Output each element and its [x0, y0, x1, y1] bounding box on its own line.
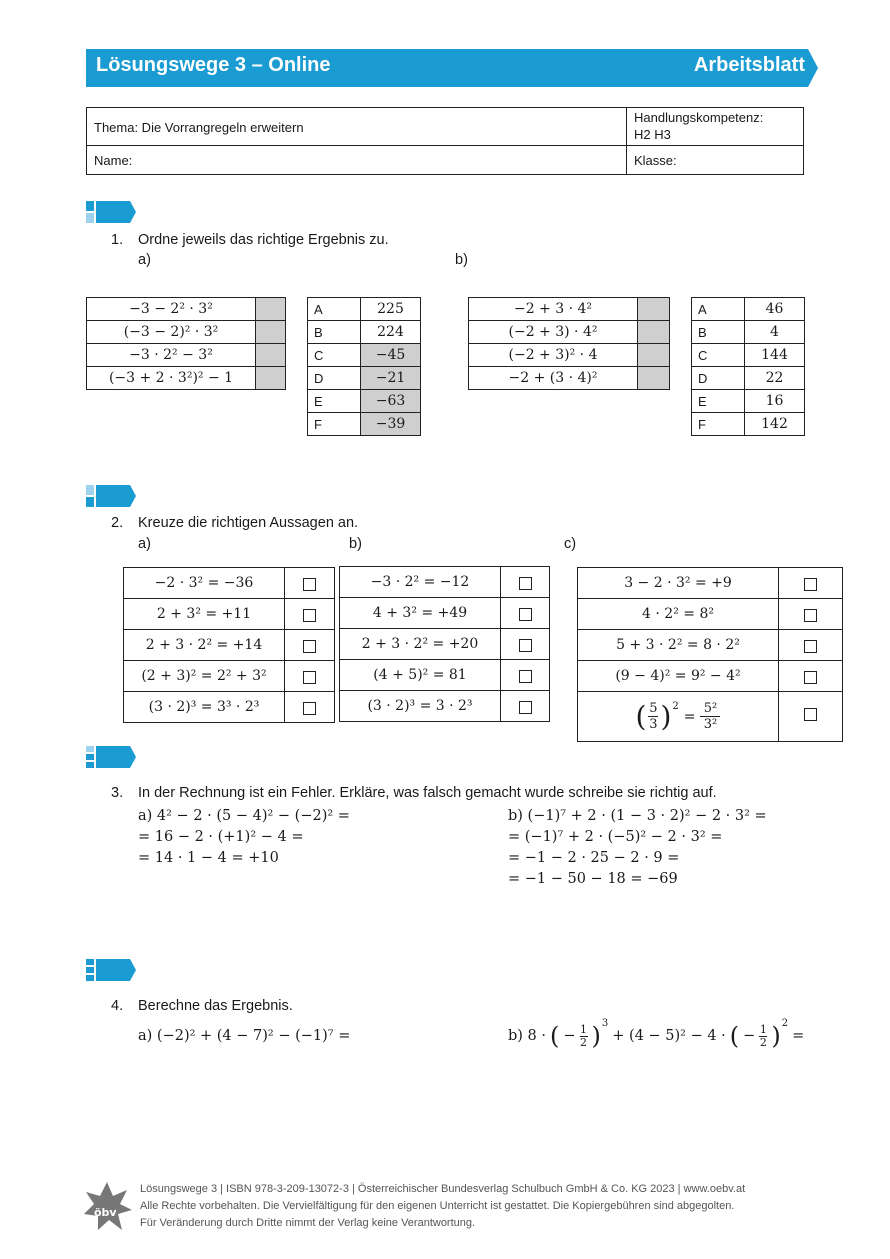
statement-cell: (2 + 3)² = 2² + 3²	[124, 661, 285, 692]
statement-cell: 2 + 3² = +11	[124, 599, 285, 630]
term-cell: −3 · 2² − 3²	[87, 344, 256, 367]
frac-den: 3	[649, 717, 658, 732]
answer-slot[interactable]	[256, 344, 286, 367]
term-cell: −2 + 3 · 4²	[469, 298, 638, 321]
statement-cell: (9 − 4)² = 9² − 4²	[578, 661, 779, 692]
section-marker-icon	[86, 485, 136, 507]
task1-b-terms-table	[468, 297, 670, 390]
task3-instruction: In der Rechnung ist ein Fehler. Erkläre, was falsch gemacht wurde schreibe sie richtig auf.	[138, 785, 717, 801]
frac-den: 2	[759, 1035, 767, 1049]
answer-letter: A	[692, 298, 745, 321]
kompetenz-label: Handlungskompetenz:	[634, 110, 764, 125]
checkbox[interactable]	[804, 640, 817, 653]
section-marker-icon	[86, 959, 136, 981]
answer-slot[interactable]	[638, 298, 670, 321]
header-type: Arbeitsblatt	[693, 54, 805, 76]
task1-instruction: Ordne jeweils das richtige Ergebnis zu.	[138, 232, 389, 248]
calc-line: = 16 − 2 · (+1)² − 4 =	[138, 829, 304, 845]
answer-letter: E	[692, 390, 745, 413]
answer-value: 16	[745, 390, 805, 413]
header-title: Lösungswege 3 – Online	[96, 54, 331, 76]
task4-number: 4.	[111, 998, 124, 1014]
checkbox[interactable]	[804, 671, 817, 684]
calc-line: a) 4² − 2 · (5 − 4)² − (−2)² =	[138, 808, 350, 824]
statement-cell: 5 + 3 · 2² = 8 · 2²	[578, 630, 779, 661]
answer-letter: B	[692, 321, 745, 344]
expr-part: + (4 − 5)² − 4 ·	[612, 1028, 726, 1044]
answer-value: 22	[745, 367, 805, 390]
task2-number: 2.	[111, 515, 124, 531]
task3-number: 3.	[111, 785, 124, 801]
task1-a-terms-table	[86, 297, 286, 390]
statement-cell: 3 − 2 · 3² = +9	[578, 568, 779, 599]
task2-part-a: a)	[138, 536, 151, 552]
task1-b-answers-table	[691, 297, 805, 436]
statement-cell: 2 + 3 · 2² = +20	[340, 629, 501, 660]
checkbox[interactable]	[804, 609, 817, 622]
calc-line: = (−1)⁷ + 2 · (−5)² − 2 · 3² =	[508, 829, 723, 845]
task2-part-b: b)	[349, 536, 362, 552]
term-cell: (−3 + 2 · 3²)² − 1	[87, 367, 256, 390]
answer-slot[interactable]	[256, 367, 286, 390]
answer-letter: F	[308, 413, 361, 436]
frac-den: 2	[580, 1035, 588, 1049]
answer-value: 142	[745, 413, 805, 436]
answer-slot[interactable]	[638, 367, 670, 390]
frac-num: 1	[580, 1022, 588, 1036]
checkbox[interactable]	[519, 701, 532, 714]
task1-number: 1.	[111, 232, 124, 248]
footer-line: Lösungswege 3 | ISBN 978-3-209-13072-3 | Österreichischer Bundesverlag Schulbuch GmbH & Co. KG 2023 | www.oebv.at	[140, 1183, 746, 1195]
statement-cell: −3 · 2² = −12	[340, 567, 501, 598]
task2-instruction: Kreuze die richtigen Aussagen an.	[138, 515, 359, 531]
checkbox[interactable]	[303, 578, 316, 591]
statement-cell: (3 · 2)³ = 3³ · 2³	[124, 692, 285, 723]
answer-slot[interactable]	[256, 298, 286, 321]
statement-cell: (4 + 5)² = 81	[340, 660, 501, 691]
checkbox[interactable]	[303, 671, 316, 684]
expr-part: b) 8 ·	[508, 1028, 546, 1044]
checkbox[interactable]	[519, 670, 532, 683]
info-table	[86, 107, 804, 175]
logo-text: öbv	[94, 1206, 117, 1219]
checkbox[interactable]	[519, 577, 532, 590]
term-cell: (−2 + 3) · 4²	[469, 321, 638, 344]
frac-num: 5²	[703, 701, 718, 716]
checkbox[interactable]	[519, 639, 532, 652]
checkbox[interactable]	[303, 609, 316, 622]
statement-cell: 2 + 3 · 2² = +14	[124, 630, 285, 661]
task2-b-table	[339, 566, 550, 722]
answer-slot[interactable]	[638, 321, 670, 344]
answer-value: 144	[745, 344, 805, 367]
answer-value: 46	[745, 298, 805, 321]
statement-cell: 4 + 3² = +49	[340, 598, 501, 629]
answer-slot[interactable]	[638, 344, 670, 367]
answer-letter: F	[692, 413, 745, 436]
statement-cell: (3 · 2)³ = 3 · 2³	[340, 691, 501, 722]
answer-letter: D	[308, 367, 361, 390]
task3-b-calculation	[508, 806, 767, 890]
checkbox[interactable]	[804, 708, 817, 721]
checkbox[interactable]	[303, 702, 316, 715]
checkbox[interactable]	[519, 608, 532, 621]
klasse-field[interactable]: Klasse:	[634, 153, 677, 168]
term-cell: −3 − 2² · 3²	[87, 298, 256, 321]
publisher-logo-icon	[82, 1180, 132, 1232]
checkbox[interactable]	[804, 578, 817, 591]
answer-value: −39	[361, 413, 421, 436]
task2-c-table	[577, 567, 843, 742]
statement-cell: −2 · 3² = −36	[124, 568, 285, 599]
answer-letter: A	[308, 298, 361, 321]
task4-instruction: Berechne das Ergebnis.	[138, 998, 293, 1014]
checkbox[interactable]	[303, 640, 316, 653]
section-marker-icon	[86, 201, 136, 223]
task4-b-expression: b) 8 · ( − 1 2 ) 3 + (4 − 5)² − 4 · ( − 1 2 ) 2 =	[508, 1018, 805, 1050]
calc-line: b) (−1)⁷ + 2 · (1 − 3 · 2)² − 2 · 3² =	[508, 808, 767, 824]
answer-letter: E	[308, 390, 361, 413]
calc-line: = −1 − 50 − 18 = −69	[508, 871, 678, 887]
frac-num: 5	[649, 701, 658, 716]
answer-letter: C	[308, 344, 361, 367]
footer-line: Für Veränderung durch Dritte nimmt der Verlag keine Verantwortung.	[140, 1217, 476, 1229]
task3-a-calculation	[138, 806, 350, 869]
answer-letter: B	[308, 321, 361, 344]
task2-part-c: c)	[564, 536, 577, 552]
statement-cell: 4 · 2² = 8²	[578, 599, 779, 630]
term-cell: (−2 + 3)² · 4	[469, 344, 638, 367]
answer-slot[interactable]	[256, 321, 286, 344]
answer-value: −63	[361, 390, 421, 413]
section-marker-icon	[86, 746, 136, 768]
calc-line: = −1 − 2 · 25 − 2 · 9 =	[508, 850, 680, 866]
task1-part-b: b)	[455, 252, 468, 268]
exponent: 3	[601, 1018, 609, 1029]
answer-value: 4	[745, 321, 805, 344]
task2-a-table	[123, 567, 335, 723]
term-cell: (−3 − 2)² · 3²	[87, 321, 256, 344]
kompetenz-value: H2 H3	[634, 127, 671, 142]
calc-line: = 14 · 1 − 4 = +10	[138, 850, 279, 866]
answer-letter: C	[692, 344, 745, 367]
task4-a-expression: a) (−2)² + (4 − 7)² − (−1)⁷ =	[138, 1028, 351, 1044]
frac-exp: 2	[672, 701, 679, 712]
name-field[interactable]: Name:	[94, 153, 133, 168]
frac-den: 3²	[703, 717, 718, 732]
task1-part-a: a)	[138, 252, 151, 268]
footer-line: Alle Rechte vorbehalten. Die Vervielfältigung für den eigenen Unterricht ist gestattet. Die Kopiergebühren sind abgegolten.	[140, 1200, 735, 1212]
answer-value: 225	[361, 298, 421, 321]
expr-part: =	[792, 1028, 805, 1044]
term-cell: −2 + (3 · 4)²	[469, 367, 638, 390]
statement-cell-fraction: ( 5 3 ) 2 = 5² 3²	[578, 692, 779, 742]
exponent: 2	[781, 1018, 789, 1029]
task1-a-answers-table	[307, 297, 421, 436]
answer-value: −21	[361, 367, 421, 390]
topic-field: Thema: Die Vorrangregeln erweitern	[94, 120, 304, 135]
footer-text	[140, 1181, 745, 1232]
answer-letter: D	[692, 367, 745, 390]
answer-value: −45	[361, 344, 421, 367]
frac-num: 1	[759, 1022, 767, 1036]
answer-value: 224	[361, 321, 421, 344]
